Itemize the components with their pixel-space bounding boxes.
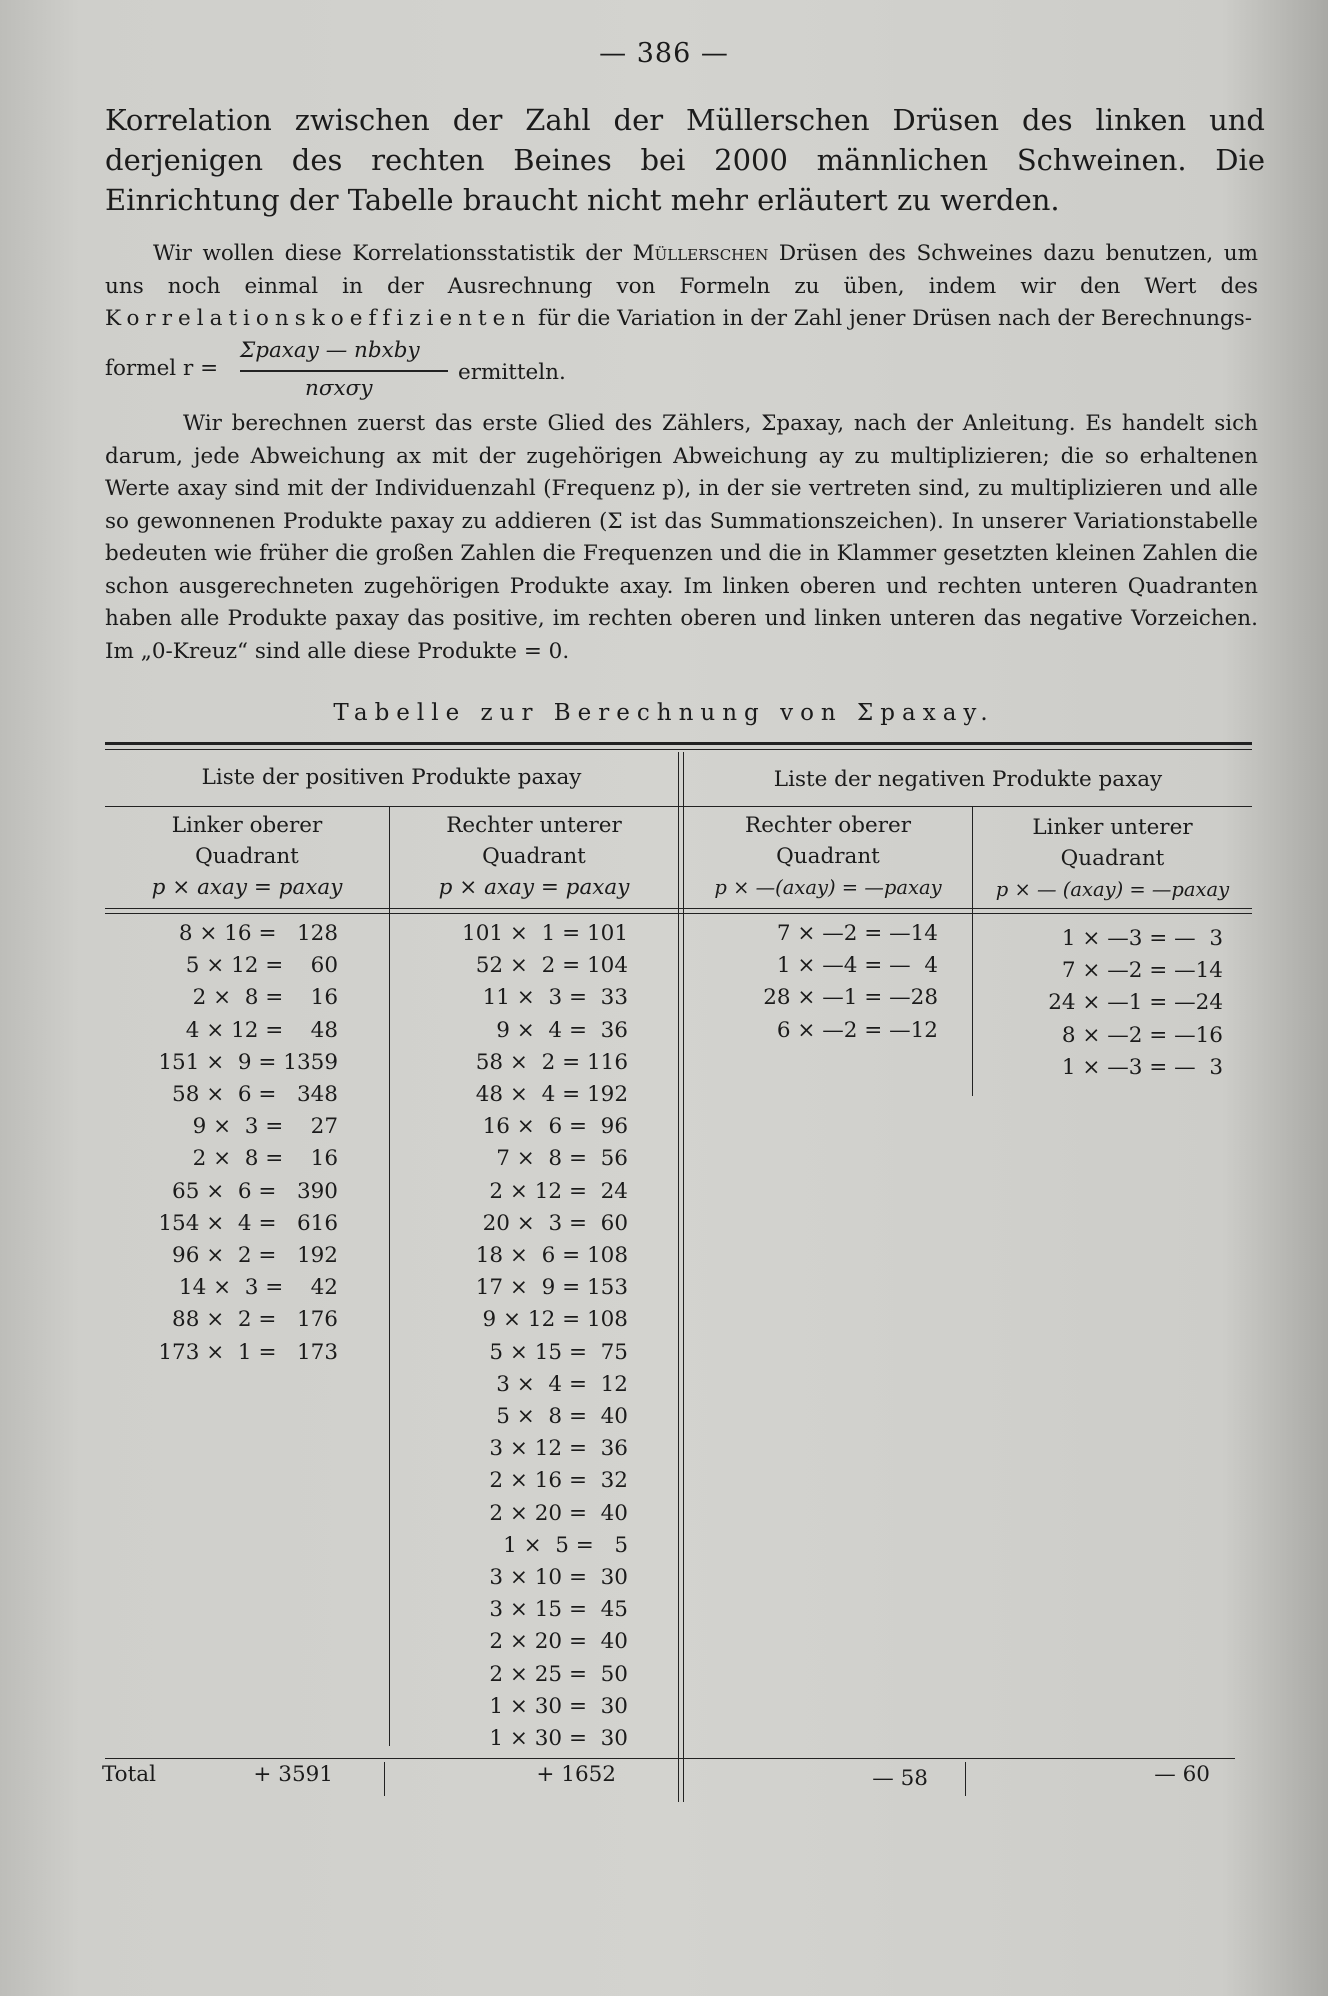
table-row: 2 × 25 = 50: [489, 1661, 628, 1687]
table-row: 3 × 4 = 12: [496, 1371, 628, 1397]
col1-head-line3: p × axay = paxay: [151, 875, 343, 900]
table-row: 2 × 16 = 32: [489, 1468, 628, 1494]
total-col3: — 58: [872, 1766, 928, 1791]
table-row: 3 × 10 = 30: [489, 1565, 628, 1591]
col3-head-line1: Rechter oberer: [745, 813, 911, 838]
para1-spaced: Korrelationskoeffizienten: [105, 306, 532, 331]
group-header-positive: Liste der positiven Produkte paxay: [201, 765, 582, 790]
col3-head-line2: Quadrant: [776, 844, 880, 869]
table-row: 2 × 8 = 16: [192, 985, 338, 1011]
formula-denominator: nσxσy: [305, 376, 373, 401]
table-row: 1 × —3 = — 3: [1061, 926, 1223, 951]
table-row: 1 × 30 = 30: [489, 1726, 628, 1752]
table-row: 9 × 3 = 27: [192, 1114, 338, 1140]
table-row: 7 × —2 = —14: [776, 921, 938, 946]
table-row: 2 × 20 = 40: [489, 1500, 628, 1526]
group-divider-a: [678, 752, 679, 1802]
total-col2: + 1652: [536, 1762, 616, 1787]
table-row: 3 × 15 = 45: [489, 1597, 628, 1623]
formula-prefix: formel r =: [105, 356, 219, 381]
table-row: 154 × 4 = 616: [158, 1210, 338, 1236]
table-row: 1 × 5 = 5: [503, 1532, 628, 1558]
col-divider-1: [389, 806, 390, 1746]
fraction-bar: [240, 370, 448, 372]
table-row: 20 × 3 = 60: [482, 1210, 628, 1236]
table-row: 9 × 4 = 36: [496, 1017, 628, 1043]
table-row: 16 × 6 = 96: [482, 1114, 628, 1140]
table-row: 52 × 2 = 104: [475, 953, 628, 979]
formula-numerator: Σpaxay — nbxby: [240, 338, 420, 363]
lead-paragraph: Korrelation zwischen der Zahl der Müllerschen Drüsen des linken und derjenigen des rechten Beines bei 2000 männlichen Schweinen. Die Einrichtung der Tabelle braucht nicht mehr erläutert zu werden.: [105, 103, 1265, 217]
total-label: Total: [102, 1762, 156, 1787]
total-col4: — 60: [1154, 1762, 1210, 1787]
total-rule: [105, 1758, 1235, 1759]
table-row: 5 × 8 = 40: [496, 1404, 628, 1430]
table-row: 58 × 6 = 348: [172, 1082, 338, 1108]
table-row: 101 × 1 = 101: [462, 921, 628, 946]
table-row: 17 × 9 = 153: [475, 1275, 628, 1301]
total-col1: + 3591: [253, 1762, 333, 1787]
group-divider-b: [683, 752, 684, 1802]
table-row: 2 × 8 = 16: [192, 1146, 338, 1172]
paragraph-explanation: Wir berechnen zuerst das erste Glied des Zählers, Σpaxay, nach der Anleitung. Es handelt sich darum, jede Abweichung ax mit der zugehörigen Abweichung ay zu multiplizieren; die so erhaltenen Werte axay sind mit der Individuenzahl (Frequenz p), in der sie vertreten sind, zu multiplizieren und alle so gewonnenen Produkte paxay zu addieren (Σ ist das Summationszeichen). In unserer Variationstabelle bedeuten wie früher die großen Zahlen die Frequenzen und die in Klammer gesetzten kleinen Zahlen die schon ausgerechneten zugehörigen Produkte axay. Im linken oberen und rechten unteren Quadranten haben alle Produkte paxay das positive, im rechten oberen und linken unteren das negative Vorzeichen. Im „0-Kreuz“ sind alle diese Produkte = 0.: [105, 411, 1258, 664]
col4-head-line2: Quadrant: [1060, 846, 1165, 871]
table-row: 7 × —2 = —14: [1061, 958, 1223, 984]
page-number: — 386 —: [599, 38, 729, 69]
col1-head-line1: Linker oberer: [171, 813, 323, 838]
table-caption: Tabelle zur Berechnung von Σpaxay.: [333, 700, 995, 726]
table-row: 7 × 8 = 56: [496, 1146, 628, 1172]
col-header-linker-unterer: [973, 812, 1252, 905]
group-header-negative: Liste der negativen Produkte paxay: [773, 767, 1163, 792]
table-row: 24 × —1 = —24: [1048, 990, 1223, 1016]
table-row: 5 × 15 = 75: [489, 1339, 628, 1365]
col-header-rechter-oberer: [684, 810, 972, 903]
column-linker-unterer: [1010, 923, 1223, 1084]
table-row: 88 × 2 = 176: [172, 1307, 338, 1333]
table-row: 4 × 12 = 48: [185, 1017, 338, 1043]
table-top-rule-thin: [105, 749, 1252, 750]
table-row: 11 × 3 = 33: [482, 985, 628, 1011]
table-row: 65 × 6 = 390: [172, 1178, 338, 1204]
col-header-linker-oberer: [105, 810, 389, 903]
table-row: 2 × 20 = 40: [489, 1629, 628, 1655]
table-row: 58 × 2 = 116: [475, 1049, 628, 1075]
col4-head-line3: p × — (axay) = —paxay: [995, 878, 1230, 901]
table-row: 3 × 12 = 36: [489, 1436, 628, 1462]
col3-head-line3: p × —(axay) = —paxay: [714, 876, 942, 899]
para1-b: Drüsen des Schweines dazu benutzen, um uns noch einmal in der Ausrechnung von Formeln zu üben, indem wir den Wert des: [105, 241, 1258, 299]
table-row: 9 × 12 = 108: [482, 1307, 628, 1333]
table-row: 48 × 4 = 192: [475, 1082, 628, 1108]
paragraph-intro: [105, 238, 1258, 336]
table-row: 96 × 2 = 192: [172, 1243, 338, 1269]
table-row: 18 × 6 = 108: [475, 1243, 628, 1269]
col4-head-line1: Linker unterer: [1032, 815, 1193, 840]
col2-head-line1: Rechter unterer: [446, 813, 622, 838]
column-rechter-oberer: [712, 918, 938, 1047]
table-top-rule: [105, 742, 1252, 745]
total-divider-1: [384, 1762, 385, 1796]
column-rechter-unterer: [420, 918, 628, 1755]
para1-muller: Müllerschen: [632, 241, 769, 266]
col2-head-line2: Quadrant: [482, 844, 586, 869]
table-row: 1 × —3 = — 3: [1061, 1054, 1223, 1080]
para1-c: für die Variation in der Zahl jener Drüsen nach der Berechnungs-: [531, 306, 1252, 331]
table-row: 2 × 12 = 24: [489, 1178, 628, 1204]
table-row: 1 × 30 = 30: [489, 1693, 628, 1719]
total-divider-3: [965, 1762, 966, 1796]
col-header-rechter-unterer: [390, 810, 678, 903]
formula-suffix: ermitteln.: [458, 360, 566, 385]
table-row: 14 × 3 = 42: [178, 1275, 338, 1301]
column-linker-oberer: [130, 918, 338, 1369]
table-row: 28 × —1 = —28: [763, 985, 938, 1011]
col2-head-line3: p × axay = paxay: [438, 875, 630, 900]
table-row: 5 × 12 = 60: [185, 953, 338, 979]
col1-head-line2: Quadrant: [195, 844, 299, 869]
para1-a: Wir wollen diese Korrelationsstatistik der: [153, 241, 633, 266]
table-row: 173 × 1 = 173: [158, 1339, 338, 1365]
table-row: 8 × —2 = —16: [1061, 1022, 1223, 1048]
table-row: 8 × 16 = 128: [178, 921, 338, 946]
table-row: 1 × —4 = — 4: [776, 953, 938, 979]
table-row: 6 × —2 = —12: [776, 1017, 938, 1043]
table-row: 151 × 9 = 1359: [158, 1049, 338, 1075]
